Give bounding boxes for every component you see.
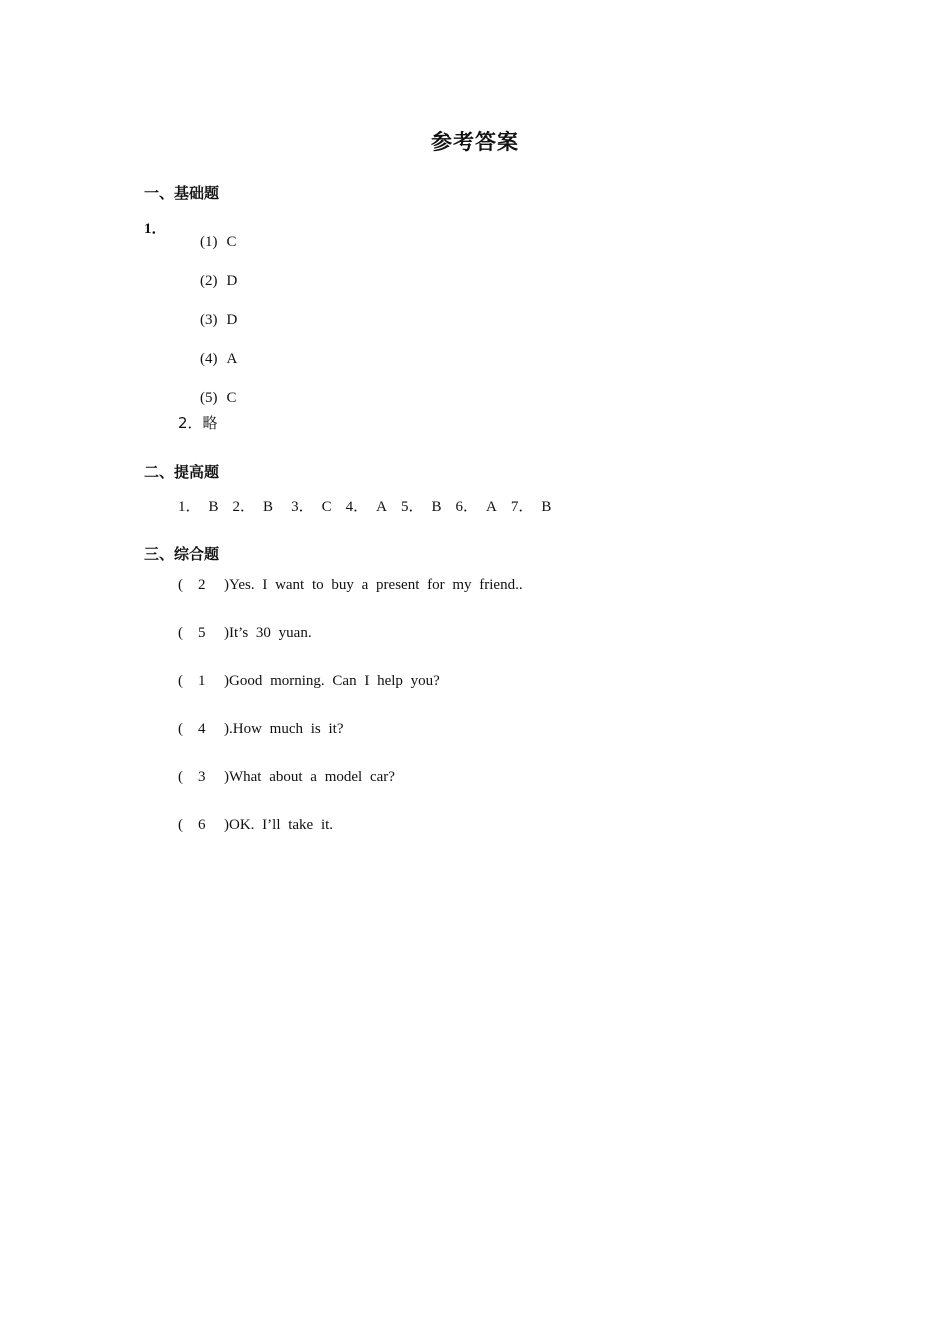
open-paren: ( — [178, 769, 183, 785]
dialogue-order-row — [178, 625, 312, 642]
answer-item — [401, 495, 442, 516]
answer-label: 1． — [178, 499, 201, 515]
order-number: 4 — [198, 721, 206, 737]
question-2-answer: 2．略 — [178, 414, 218, 432]
answer-item — [455, 495, 496, 516]
answer-value: A — [486, 499, 497, 515]
question-number: 1． — [144, 221, 167, 237]
answer-value: B — [263, 499, 274, 515]
advanced-answers-line — [178, 495, 565, 516]
dialogue-order-row — [178, 673, 440, 690]
open-paren: ( — [178, 625, 183, 641]
dialogue-line: )OK. I’ll take it. — [224, 817, 334, 833]
dialogue-line: )Yes. I want to buy a present for my friend.. — [224, 577, 523, 593]
dialogue-line: )It’s 30 yuan. — [224, 625, 312, 641]
section-heading-basic: 一、基础题 — [144, 184, 220, 202]
answer-label: 6． — [455, 499, 478, 515]
order-number: 6 — [198, 817, 206, 833]
answer-label: 2． — [232, 499, 256, 515]
answer-label: (5) — [200, 390, 218, 406]
answer-value: C — [226, 390, 237, 406]
open-paren: ( — [178, 817, 183, 833]
answer-value: C — [321, 499, 332, 515]
dialogue-order-row — [178, 721, 343, 738]
answer-label: 5． — [400, 499, 424, 515]
answer-item — [233, 495, 274, 516]
section-heading-advanced: 二、提高题 — [144, 463, 220, 481]
page-title: 参考答案 — [431, 130, 519, 154]
answer-label: 4． — [345, 499, 369, 515]
dialogue-line: )What about a model car? — [224, 769, 395, 785]
answer-value: A — [226, 351, 238, 367]
open-paren: ( — [178, 577, 183, 593]
answer-value: D — [226, 312, 238, 328]
order-number: 3 — [198, 769, 206, 785]
answer-value: B — [541, 499, 552, 515]
order-number: 2 — [198, 577, 206, 593]
answer-value: B — [208, 499, 219, 515]
answer-label: (4) — [200, 351, 218, 367]
answer-value: D — [226, 273, 238, 289]
order-number: 5 — [198, 625, 206, 641]
dialogue-line: )Good morning. Can I help you? — [224, 673, 440, 689]
answer-value: B — [431, 499, 442, 515]
section-heading-comprehensive: 三、综合题 — [144, 545, 220, 563]
answer-value: C — [226, 234, 237, 250]
answer-item — [346, 495, 387, 516]
answer-item — [511, 495, 552, 516]
answer-label: (2) — [200, 273, 218, 289]
open-paren: ( — [178, 721, 183, 737]
answer-item — [291, 495, 332, 516]
answer-label: (3) — [200, 312, 218, 328]
order-number: 1 — [198, 673, 206, 689]
answer-label: 7． — [510, 499, 534, 515]
dialogue-order-row — [178, 577, 523, 594]
answer-label: (1) — [200, 234, 218, 250]
open-paren: ( — [178, 673, 183, 689]
answer-value: A — [376, 499, 387, 515]
dialogue-order-row — [178, 817, 333, 834]
dialogue-line: ).How much is it? — [224, 721, 344, 737]
answer-item — [178, 495, 219, 516]
answer-label: 3． — [291, 499, 314, 515]
dialogue-order-row — [178, 769, 395, 786]
